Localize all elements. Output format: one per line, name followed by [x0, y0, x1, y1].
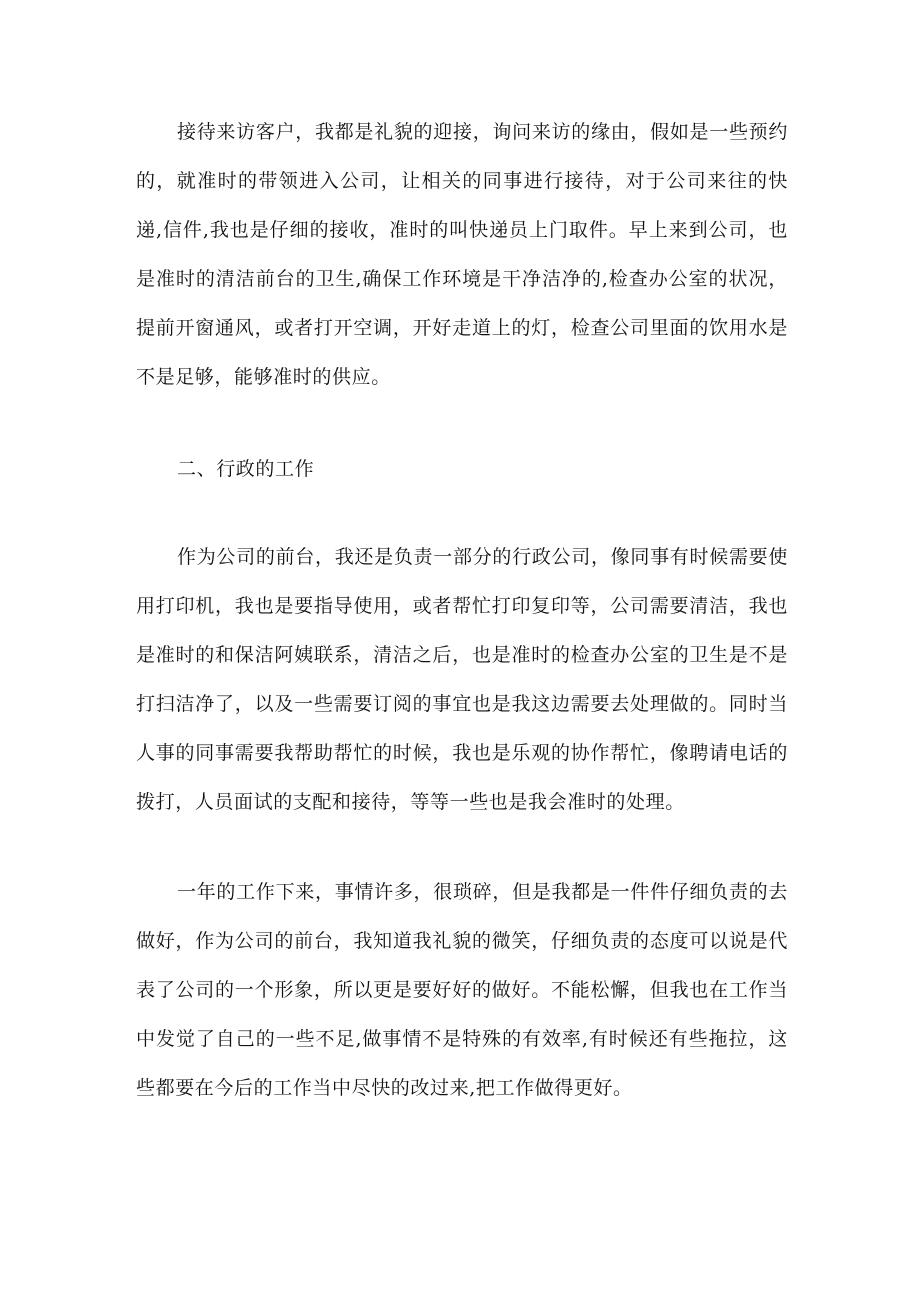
paragraph-reception-duties: 接待来访客户，我都是礼貌的迎接，询问来访的缘由，假如是一些预约的，就准时的带领进入公司，让相关的同事进行接待，对于公司来往的快递,信件,我也是仔细的接收，准时的叫快递员上门取件。早上来到公司，也是准时的清洁前台的卫生,确保工作环境是干净洁净的,检查办公室的状况，提前开窗通风，或者打开空调，开好走道上的灯，检查公司里面的饮用水是不是足够，能够准时的供应。 — [136, 121, 788, 388]
section-heading-admin-work: 二、行政的工作 — [177, 458, 315, 480]
paragraph-admin-duties: 作为公司的前台，我还是负责一部分的行政公司，像同事有时候需要使用打印机，我也是要指导使用，或者帮忙打印复印等，公司需要清洁，我也是准时的和保洁阿姨联系，清洁之后，也是准时的检查办公室的卫生是不是打扫洁净了，以及一些需要订阅的事宜也是我这边需要去处理做的。同时当人事的同事需要我帮助帮忙的时候，我也是乐观的协作帮忙，像聘请电话的拨打，人员面试的支配和接待，等等一些也是我会准时的处理。 — [136, 546, 788, 813]
paragraph-year-summary: 一年的工作下来，事情许多，很琐碎，但是我都是一件件仔细负责的去做好，作为公司的前台，我知道我礼貌的微笑，仔细负责的态度可以说是代表了公司的一个形象，所以更是要好好的做好。不能松懈，但我也在工作当中发觉了自己的一些不足,做事情不是特殊的有效率,有时候还有些拖拉，这些都要在今后的工作当中尽快的改过来,把工作做得更好。 — [136, 881, 788, 1099]
document-body — [136, 108, 788, 1113]
